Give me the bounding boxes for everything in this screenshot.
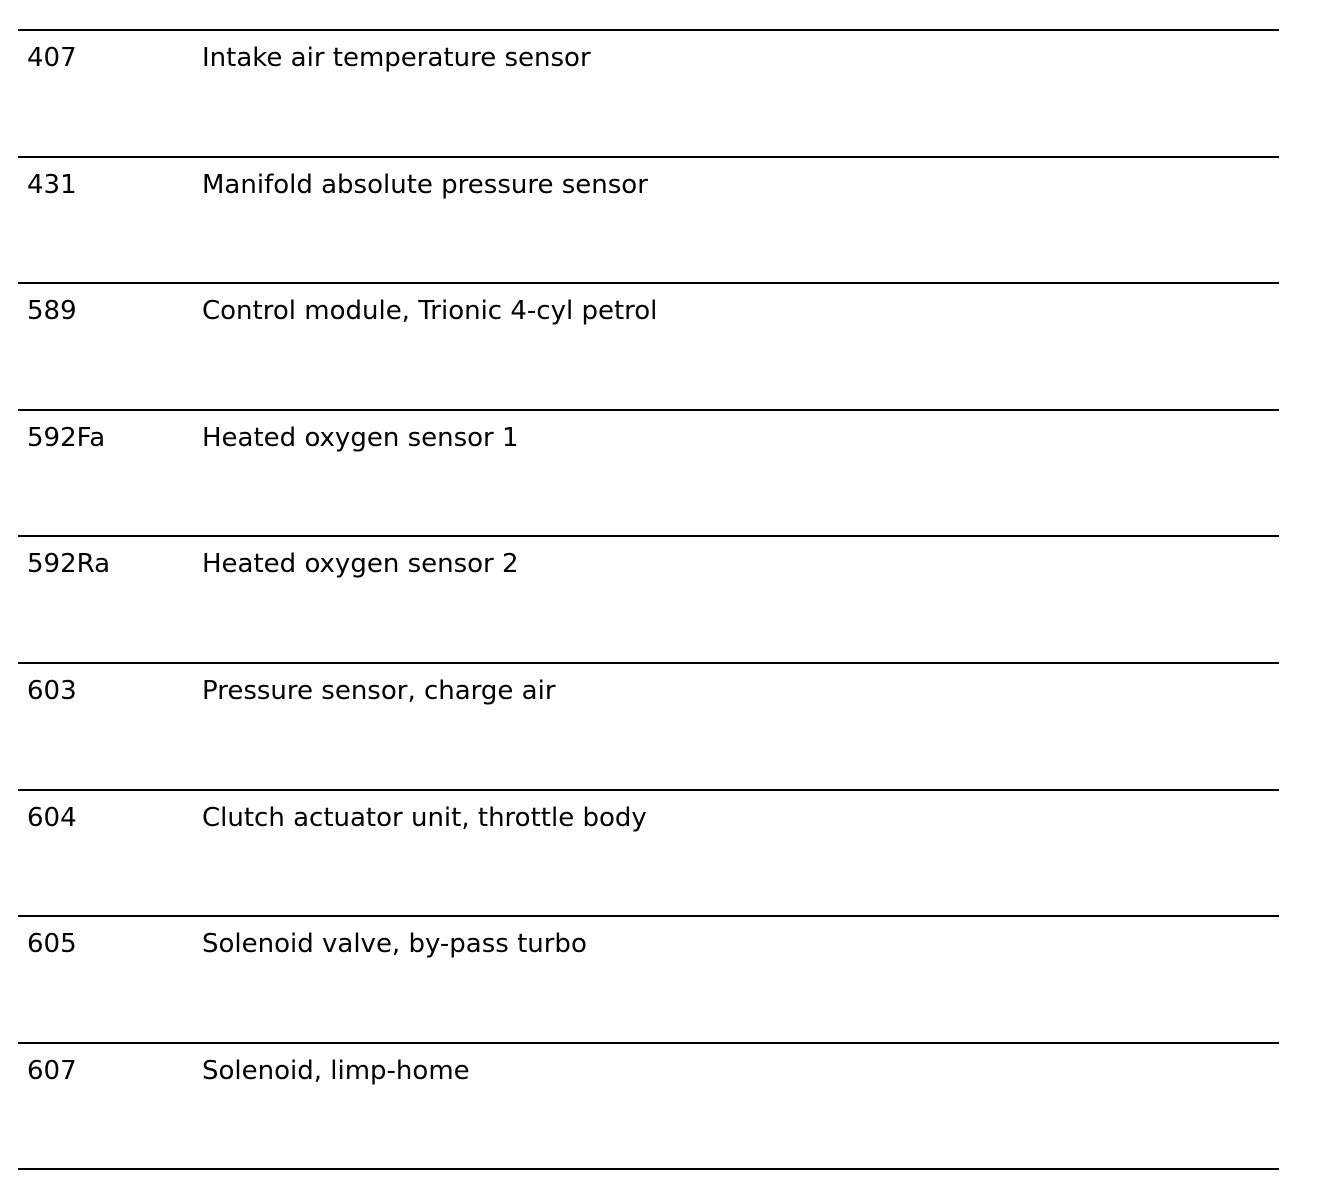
component-description: Heated oxygen sensor 1: [202, 422, 519, 453]
table-row: [18, 917, 1279, 1044]
table-row: [18, 411, 1279, 538]
component-code: 605: [27, 929, 77, 960]
component-description: Solenoid valve, by-pass turbo: [202, 929, 587, 960]
component-code: 604: [27, 802, 77, 833]
table-row: [18, 537, 1279, 664]
component-table: [18, 29, 1279, 1170]
component-description: Clutch actuator unit, throttle body: [202, 802, 647, 833]
component-description: Heated oxygen sensor 2: [202, 549, 519, 580]
table-row: [18, 284, 1279, 411]
component-code: 589: [27, 296, 77, 327]
component-description: Control module, Trionic 4-cyl petrol: [202, 296, 658, 327]
component-description: Pressure sensor, charge air: [202, 675, 556, 706]
component-description: Intake air temperature sensor: [202, 43, 591, 73]
table-row: [18, 31, 1279, 158]
component-description: Manifold absolute pressure sensor: [202, 169, 648, 200]
component-code: 407: [27, 43, 77, 73]
table-row: [18, 1044, 1279, 1171]
component-description: Solenoid, limp-home: [202, 1055, 470, 1086]
table-row: [18, 158, 1279, 285]
component-code: 607: [27, 1055, 77, 1086]
table-row: [18, 791, 1279, 918]
component-code: 592Fa: [27, 422, 106, 453]
table-row: [18, 664, 1279, 791]
component-code: 603: [27, 675, 77, 706]
component-code: 592Ra: [27, 549, 111, 580]
component-code: 431: [27, 169, 77, 200]
